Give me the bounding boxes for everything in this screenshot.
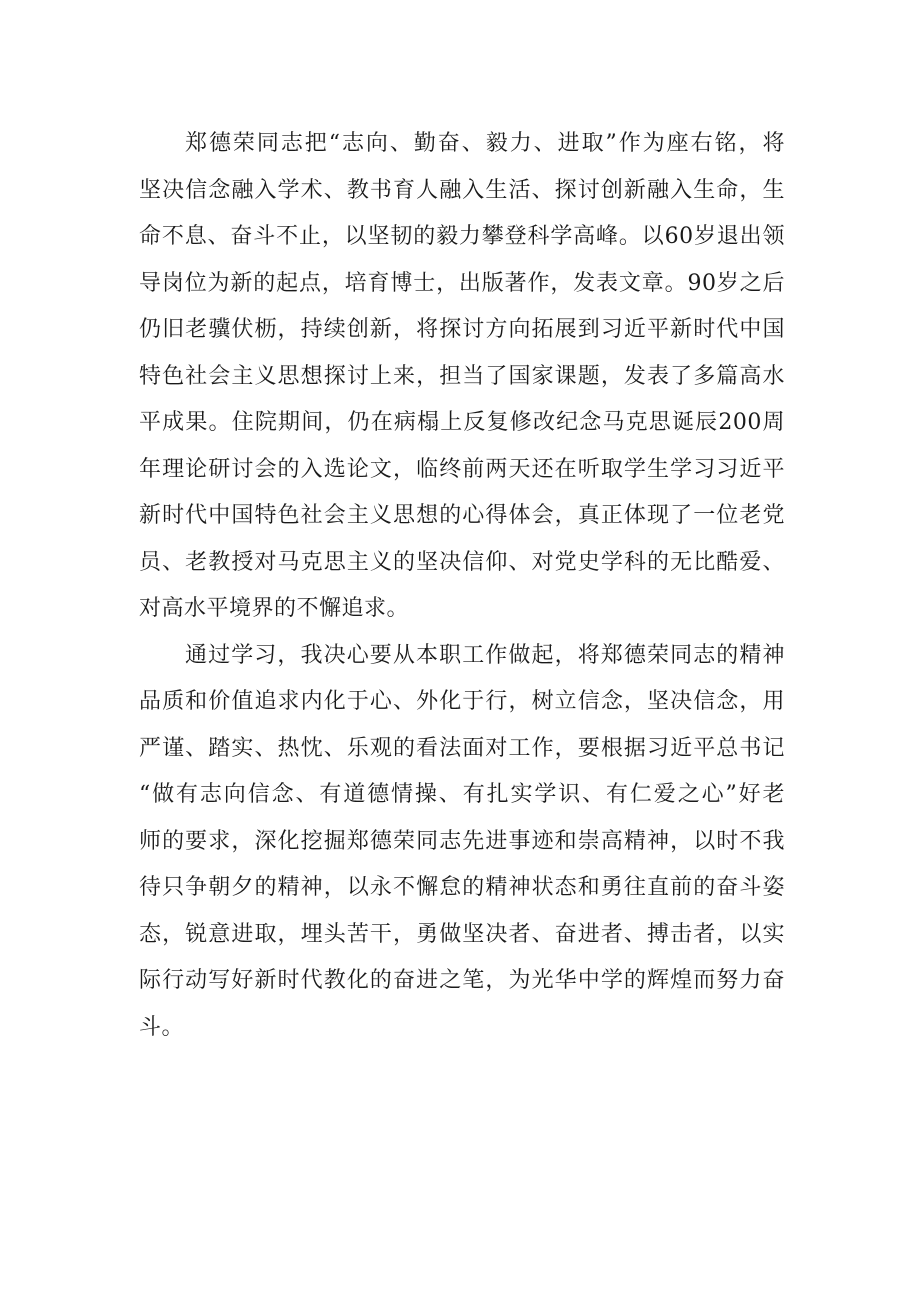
text-line: 通过学习，我决心要从本职工作做起，将郑德荣同志的精神: [185, 642, 785, 668]
document-body: [139, 121, 785, 1051]
text-line: 对高水平境界的不懈追求。: [139, 596, 410, 621]
text-line: 师的要求，深化挖掘郑德荣同志先进事迹和崇高精神，以时不我: [139, 828, 785, 854]
text-line: 平成果。住院期间，仍在病榻上反复修改纪念马克思诞辰200周: [139, 410, 785, 435]
text-line: 严谨、踏实、热忱、乐观的看法面对工作，要根据习近平总书记: [139, 735, 785, 761]
text-line: 年理论研讨会的入选论文，临终前两天还在听取学生学习习近平: [139, 456, 785, 482]
text-line: 仍旧老骥伏枥，持续创新，将探讨方向拓展到习近平新时代中国: [139, 317, 785, 342]
text-line: 品质和价值追求内化于心、外化于行，树立信念，坚决信念，用: [139, 689, 785, 714]
text-line: “做有志向信念、有道德情操、有扎实学识、有仁爱之心”好老: [139, 782, 785, 807]
paragraph-1: [139, 121, 785, 633]
text-line: 新时代中国特色社会主义思想的心得体会，真正体现了一位老党: [139, 503, 785, 528]
text-line: 斗。: [139, 1014, 185, 1040]
text-line: 坚决信念融入学术、教书育人融入生活、探讨创新融入生命，生: [139, 177, 785, 203]
text-line: 导岗位为新的起点，培育博士，出版著作，发表文章。90岁之后: [139, 270, 785, 296]
text-line: 特色社会主义思想探讨上来，担当了国家课题，发表了多篇高水: [139, 363, 785, 389]
text-line: 命不息、奋斗不止，以坚韧的毅力攀登科学高峰。以60岁退出领: [139, 224, 785, 249]
text-line: 态，锐意进取，埋头苦干，勇做坚决者、奋进者、搏击者，以实: [139, 921, 785, 947]
text-line: 员、老教授对马克思主义的坚决信仰、对党史学科的无比酷爱、: [139, 549, 785, 575]
text-line: 际行动写好新时代教化的奋进之笔，为光华中学的辉煌而努力奋: [139, 968, 785, 993]
paragraph-2: [139, 633, 785, 1052]
text-line: 郑德荣同志把“志向、勤奋、毅力、进取”作为座右铭，将: [185, 131, 785, 156]
text-line: 待只争朝夕的精神，以永不懈怠的精神状态和勇往直前的奋斗姿: [139, 875, 785, 900]
